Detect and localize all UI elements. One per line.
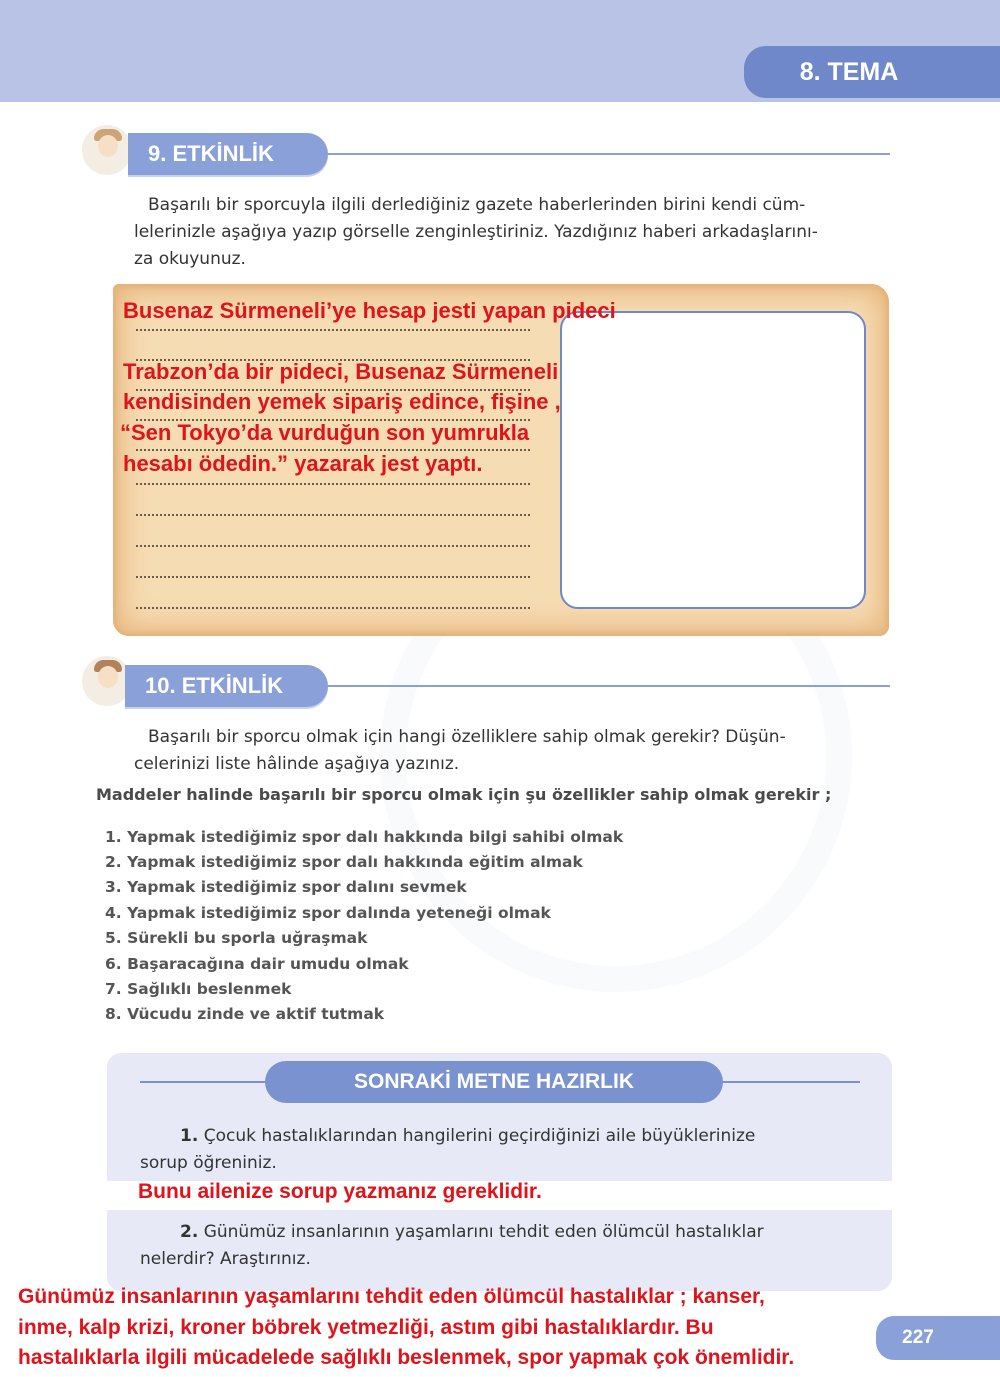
prep-question-2-line-2: nelerdir? Araştırınız. [140, 1249, 311, 1269]
prep-question-1-text: Çocuk hastalıklarından hangilerini geçirdiğinizi aile büyüklerinize [198, 1126, 756, 1146]
list-item: 5. Sürekli bu sporla uğraşmak [105, 929, 368, 947]
page-number-tab [876, 1316, 1000, 1360]
activity9-instruction-line-3: za okuyunuz. [134, 249, 246, 269]
writing-line [136, 605, 530, 609]
list-item: 1. Yapmak istediğimiz spor dalı hakkında bilgi sahibi olmak [105, 828, 624, 846]
writing-line [136, 327, 530, 331]
prep-rule-left [140, 1081, 270, 1083]
writing-line [136, 481, 530, 485]
activity10-instruction-line-2: celerinizi liste hâlinde aşağıya yazınız. [134, 754, 460, 774]
activity10-title: 10. ETKİNLİK [145, 673, 284, 698]
list-item: 3. Yapmak istediğimiz spor dalını sevmek [105, 878, 467, 896]
prep-answer-2-line: inme, kalp krizi, kroner böbrek yetmezliği, astım gibi hastalıklardır. Bu [18, 1316, 714, 1339]
prep-question-2-line-1 [180, 1219, 860, 1246]
activity10-rule [328, 685, 890, 687]
image-frame [560, 311, 866, 609]
prep-question-2-number: 2. [180, 1222, 199, 1242]
activity9-rule [328, 153, 890, 155]
list-heading: Maddeler halinde başarılı bir sporcu olmak için şu özellikler sahip olmak gerekir ; [96, 785, 832, 804]
activity9-title: 9. ETKİNLİK [148, 141, 274, 166]
page-number: 227 [902, 1327, 934, 1348]
answer-line: Trabzon’da bir pideci, Busenaz Sürmeneli [123, 359, 559, 384]
prep-answer-1: Bunu ailenize sorup yazmanız gereklidir. [138, 1180, 542, 1203]
tema-tab [744, 46, 1000, 98]
prep-question-1-number: 1. [180, 1126, 199, 1146]
list-item: 7. Sağlıklı beslenmek [105, 980, 292, 998]
writing-line [136, 543, 530, 547]
prep-question-1-line-1 [180, 1123, 860, 1150]
answer-line: “Sen Tokyo’da vurduğun son yumrukla [120, 420, 530, 445]
list-item: 8. Vücudu zinde ve aktif tutmak [105, 1005, 385, 1023]
activity9-instruction-line-1: Başarılı bir sporcuyla ilgili derlediğiniz gazete haberlerinden birini kendi cüm- [148, 195, 806, 215]
tema-label: 8. TEMA [799, 58, 899, 86]
student-avatar-icon [82, 125, 132, 175]
list-item: 2. Yapmak istediğimiz spor dalı hakkında eğitim almak [105, 853, 583, 871]
prep-title: SONRAKİ METNE HAZIRLIK [354, 1070, 634, 1093]
prep-rule-right [718, 1081, 860, 1083]
prep-question-1-line-2: sorup öğreniniz. [140, 1153, 277, 1173]
answer-line: hesabı ödedin.” yazarak jest yaptı. [123, 451, 483, 476]
answer-line: kendisinden yemek sipariş edince, fişine , [123, 389, 561, 414]
writing-line [136, 512, 530, 516]
activity9-instruction-line-2: lelerinizle aşağıya yazıp görselle zenginleştiriniz. Yazdığınız haberi arkadaşlarını- [134, 222, 818, 242]
prep-answer-2-line: hastalıklarla ilgili mücadelede sağlıklı beslenmek, spor yapmak çok önemlidir. [18, 1346, 795, 1369]
prep-answer-2-line: Günümüz insanlarının yaşamlarını tehdit eden ölümcül hastalıklar ; kanser, [18, 1285, 765, 1308]
activity10-instruction-line-1: Başarılı bir sporcu olmak için hangi özelliklere sahip olmak gerekir? Düşün- [148, 727, 786, 747]
prep-question-2-text: Günümüz insanlarının yaşamlarını tehdit eden ölümcül hastalıklar [198, 1222, 764, 1242]
prep-heading [265, 1061, 723, 1103]
activity9-heading [128, 133, 328, 175]
activity10-heading [125, 665, 328, 707]
list-item: 4. Yapmak istediğimiz spor dalında yeteneği olmak [105, 904, 551, 922]
writing-line [136, 574, 530, 578]
answer-headline: Busenaz Sürmeneli’ye hesap jesti yapan pideci [123, 298, 616, 323]
list-item: 6. Başaracağına dair umudu olmak [105, 955, 409, 973]
